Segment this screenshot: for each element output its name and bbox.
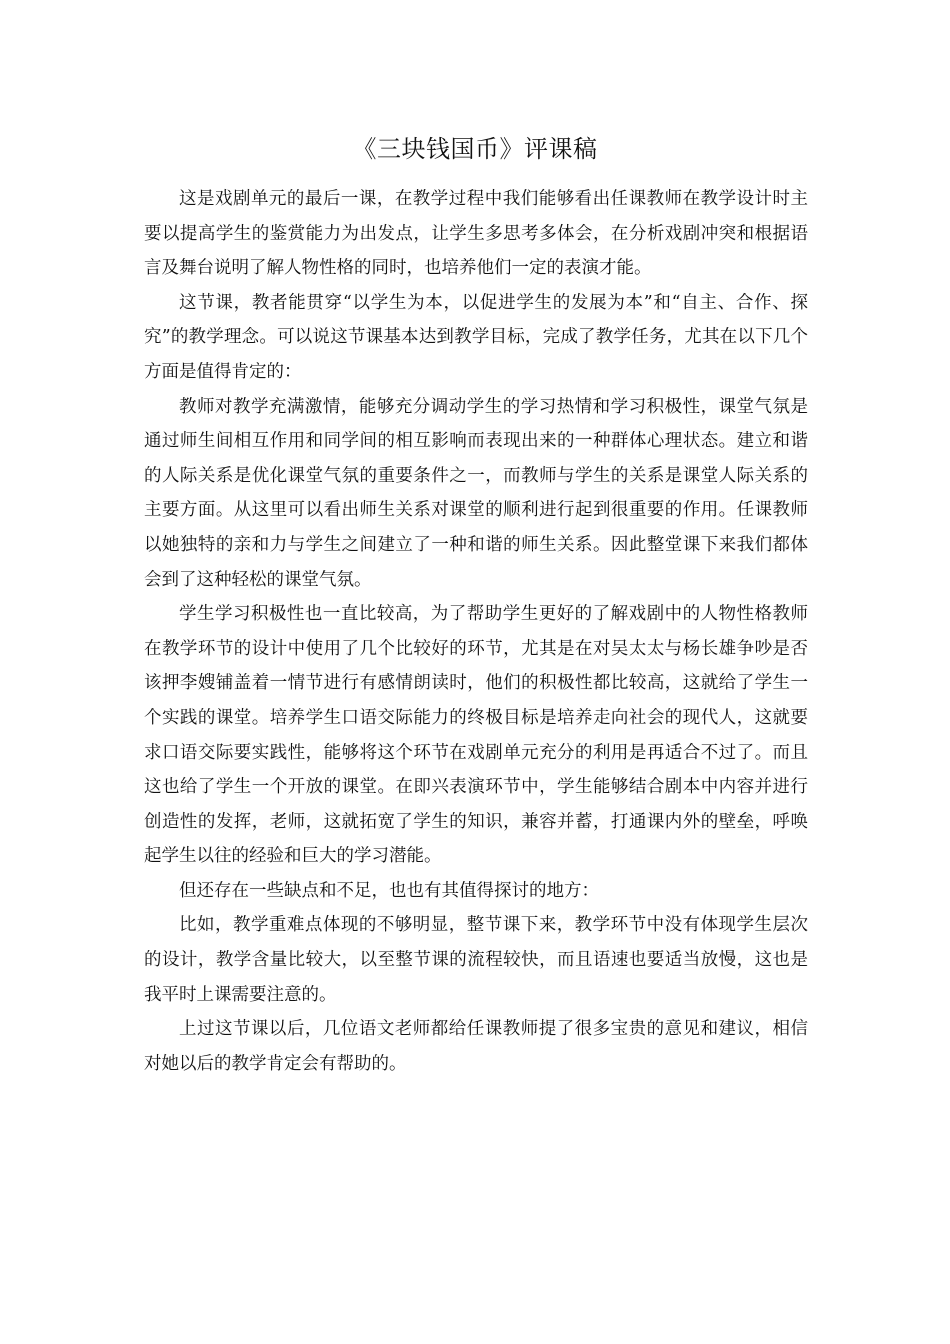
paragraph-intro: 这是戏剧单元的最后一课，在教学过程中我们能够看出任课教师在教学设计时主要以提高学生的鉴赏能力为出发点，让学生多思考多体会，在分析戏剧冲突和根据语言及舞台说明了解人物性格的同时，也培养他们一定的表演才能。 [144, 189, 808, 279]
paragraph-classroom-atmosphere: 教师对教学充满激情，能够充分调动学生的学习热情和学习积极性，课堂气氛是通过师生间相互作用和同学间的相互影响而表现出来的一种群体心理状态。建立和谐的人际关系是优化课堂气氛的重要条件之一，而教师与学生的关系是课堂人际关系的主要方面。从这里可以看出师生关系对课堂的顺利进行起到很重要的作用。任课教师以她独特的亲和力与学生之间建立了一种和谐的师生关系。因此整堂课下来我们都体会到了这种轻松的课堂气氛。 [144, 396, 808, 590]
paragraph-student-engagement: 学生学习积极性也一直比较高，为了帮助学生更好的了解戏剧中的人物性格教师在教学环节的设计中使用了几个比较好的环节，尤其是在对吴太太与杨长雄争吵是否该押李嫂铺盖着一情节进行有感情朗读时，他们的积极性都比较高，这就给了学生一个实践的课堂。培养学生口语交际能力的终极目标是培养走向社会的现代人，这就要求口语交际要实践性，能够将这个环节在戏剧单元充分的利用是再适合不过了。而且这也给了学生一个开放的课堂。在即兴表演环节中，学生能够结合剧本中内容并进行创造性的发挥，老师，这就拓宽了学生的知识，兼容并蓄，打通课内外的壁垒，呼唤起学生以往的经验和巨大的学习潜能。 [144, 604, 808, 867]
document-title: 《三块钱国币》评课稿 [352, 135, 598, 163]
document-body [144, 182, 808, 1081]
paragraph-conclusion: 上过这节课以后，几位语文老师都给任课教师提了很多宝贵的意见和建议，相信对她以后的教学肯定会有帮助的。 [144, 1019, 808, 1074]
paragraph-shortcomings-intro: 但还存在一些缺点和不足，也也有其值得探讨的地方： [179, 880, 599, 901]
paragraph-shortcomings-detail: 比如，教学重难点体现的不够明显，整节课下来，教学环节中没有体现学生层次的设计，教学含量比较大，以至整节课的流程较快，而且语速也要适当放慢，这也是我平时上课需要注意的。 [144, 915, 808, 1005]
paragraph-teaching-philosophy: 这节课，教者能贯穿“以学生为本，以促进学生的发展为本”和“自主、合作、探究”的教学理念。可以说这节课基本达到教学目标，完成了教学任务，尤其在以下几个方面是值得肯定的： [144, 292, 808, 382]
